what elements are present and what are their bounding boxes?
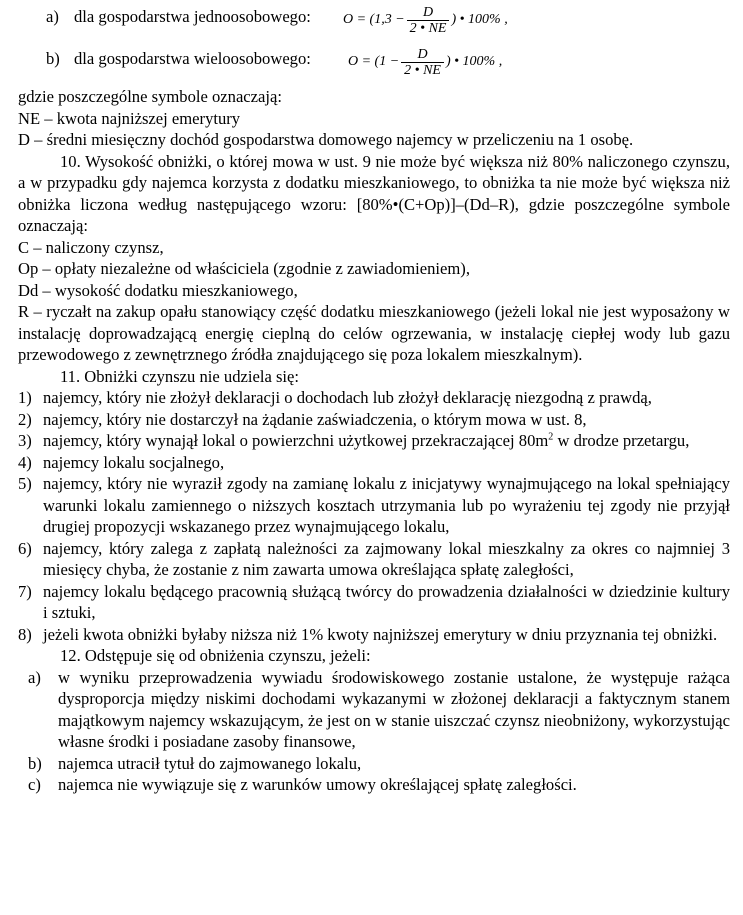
list-marker: 2) [18, 409, 32, 429]
formula-rhs: ) • 100% , [451, 12, 508, 28]
formula-lhs: O = (1 − [348, 54, 400, 70]
list-item-text: najemcy, który nie złożył deklaracji o dochodach lub złożył deklarację niezgodną z prawdą, [43, 388, 652, 407]
list-item-text: jeżeli kwota obniżki byłaby niższa niż 1% kwoty najniższej emerytury w dniu przyznania tej obniżki. [43, 624, 718, 644]
list-item [18, 473, 730, 538]
list-item [18, 667, 730, 753]
fraction-numerator: D [417, 46, 428, 62]
c-definition: C – naliczony czynsz, [18, 237, 164, 257]
formula-fraction [401, 47, 444, 78]
list-marker: 3) [18, 431, 32, 450]
list-item-text: w wyniku przeprowadzenia wywiadu środowiskowego zostanie ustalone, że występuje rażąca dysproporcja między niskimi dochodami wykazanymi w złożonej deklaracji a faktycznym stanem majątkowym najemcy wskazującym, że jest on w stanie uiszczać czynsz nieobniżony, wykorzystując własne środki i posiadane zasoby finansowe, [58, 667, 730, 751]
list-item-text: najemcy lokalu socjalnego, [43, 452, 225, 472]
formula-lhs: O = (1,3 − [343, 12, 405, 28]
superscript: 2 [548, 431, 554, 443]
list-item-text: najemcy, który zalega z zapłatą należności za zajmowany lokal mieszkalny za okres co najmniej 3 miesięcy chyba, że zostanie z nim zawarta umowa określająca spłatę zaległości, [43, 538, 730, 579]
list-marker: 8) [18, 624, 32, 644]
list-item [18, 430, 730, 452]
formula-label: b) [46, 49, 60, 68]
list-item-text: najemcy lokalu będącego pracownią służącą twórcy do prowadzenia działalności w dziedzinie kultury i sztuki, [43, 581, 730, 622]
formula-fraction [407, 5, 450, 36]
list-marker: c) [28, 775, 41, 794]
list-item-text: najemcy, który nie dostarczył na żądanie zaświadczenia, o którym mowa w ust. 8, [43, 409, 587, 429]
list-marker: 4) [18, 452, 32, 472]
formula-label: a) [46, 7, 59, 26]
list-marker: b) [28, 753, 42, 773]
formula-multi [18, 42, 730, 80]
paragraph-11: 11. Obniżki czynszu nie udziela się: [60, 366, 299, 386]
list-item-text: w drodze przetargu, [553, 431, 690, 450]
list-item-text: najemcy, który wynajął lokal o powierzchni użytkowej przekraczającej 80m [43, 431, 549, 450]
paragraph-10 [18, 151, 730, 237]
list-item [18, 753, 730, 775]
fraction-denominator: 2 • NE [407, 20, 450, 36]
document-page [18, 0, 730, 796]
list-11 [18, 387, 730, 645]
list-item [18, 452, 730, 474]
list-item [18, 624, 730, 646]
list-item [18, 581, 730, 624]
formula-single [18, 0, 730, 38]
paragraph-10-formula: [80%•(C+Op)]–(Dd–R), gdzie poszczególne symbole oznaczają: [18, 194, 730, 235]
ne-definition: NE – kwota najniższej emerytury [18, 108, 241, 128]
list-12 [18, 667, 730, 796]
op-definition: Op – opłaty niezależne od właściciela (zgodnie z zawiadomieniem), [18, 259, 470, 278]
paragraph-10-text: 10. Wysokość obniżki, o której mowa w ust. 9 nie może być większa niż 80% naliczonego czynszu, a w przypadku gdy najemca korzysta z dodatku mieszkaniowego, to obniżka ta nie może być większa niż obniżka liczona według następującego wzoru: [18, 151, 730, 214]
symbols-intro: gdzie poszczególne symbole oznaczają: [18, 87, 282, 106]
list-marker: 1) [18, 388, 32, 407]
dd-definition: Dd – wysokość dodatku mieszkaniowego, [18, 280, 298, 300]
list-marker: 6) [18, 538, 32, 558]
list-item [18, 409, 730, 431]
formula-math [348, 42, 502, 82]
formula-text: dla gospodarstwa jednoosobowego: [74, 7, 311, 26]
r-definition: R – ryczałt na zakup opału stanowiący część dodatku mieszkaniowego (jeżeli lokal nie jest wyposażony w instalację doprowadzającą energię cieplną do celów ogrzewania, w instalację ciepłej wody lub gazu przewodowego z zewnętrznego źródła znajdującego się poza lokalem mieszkalnym). [18, 302, 730, 364]
d-definition: D – średni miesięczny dochód gospodarstwa domowego najemcy w przeliczeniu na 1 osobę. [18, 130, 634, 149]
list-item [18, 774, 730, 796]
list-item-text: najemca nie wywiązuje się z warunków umowy określającej spłatę zaległości. [58, 775, 577, 794]
list-item [18, 387, 730, 409]
list-item-text: najemca utracił tytuł do zajmowanego lokalu, [58, 753, 362, 773]
list-marker: 5) [18, 474, 32, 493]
formula-math [343, 0, 508, 40]
formula-rhs: ) • 100% , [445, 54, 503, 70]
fraction-denominator: 2 • NE [401, 62, 444, 78]
list-marker: a) [28, 667, 41, 687]
list-item-text: najemcy, który nie wyraził zgody na zamianę lokalu z inicjatywy wynajmującego na lokal spełniający warunki lokalu zamiennego o niższych kosztach utrzymania lub po wyrażeniu tej zgody nie przyjął drugiej propozycji wskazanego przez wynajmującego lokalu, [43, 474, 730, 536]
list-item [18, 538, 730, 581]
list-marker: 7) [18, 581, 32, 601]
formula-text: dla gospodarstwa wieloosobowego: [74, 49, 311, 68]
paragraph-12: 12. Odstępuje się od obniżenia czynszu, jeżeli: [60, 646, 371, 665]
fraction-numerator: D [423, 4, 434, 20]
